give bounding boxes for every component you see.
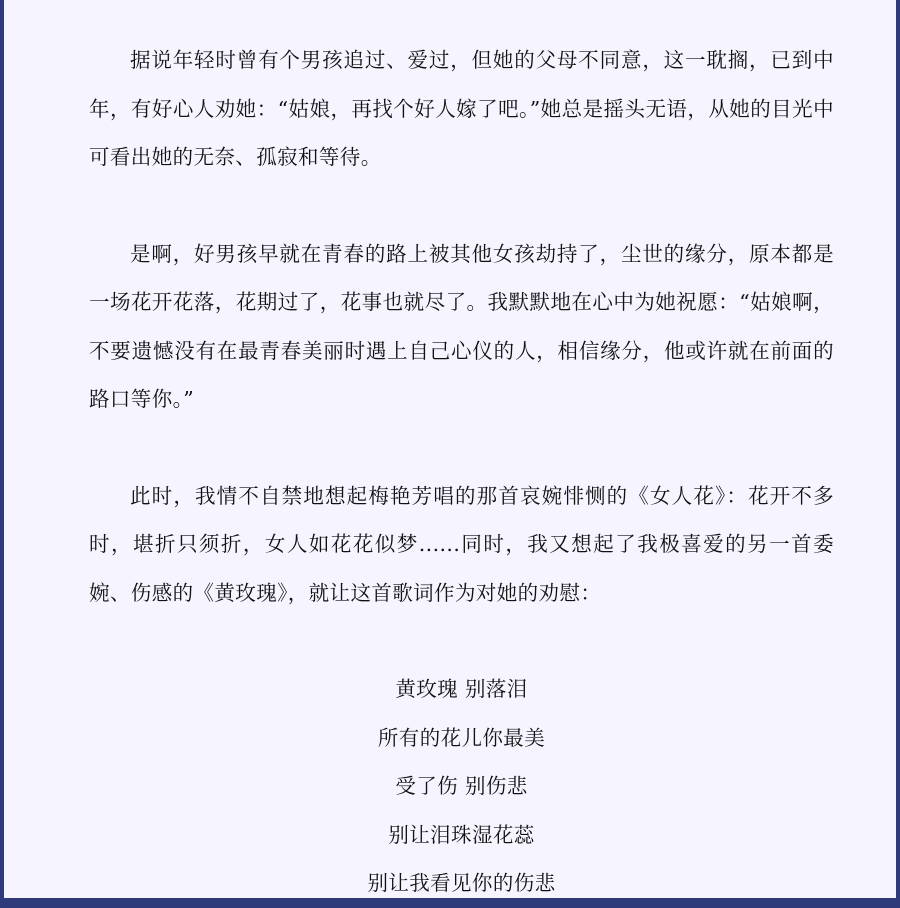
- paragraph-1: 据说年轻时曾有个男孩追过、爱过，但她的父母不同意，这一耽搁，已到中年，有好心人劝她：“姑娘，再找个好人嫁了吧。”她总是摇头无语，从她的目光中可看出她的无奈、孤寂和等待。: [89, 48, 834, 169]
- paragraph-2: 是啊，好男孩早就在青春的路上被其他女孩劫持了，尘世的缘分，原本都是一场花开花落，花期过了，花事也就尽了。我默默地在心中为她祝愿：“姑娘啊，不要遗憾没有在最青春美丽时遇上自己心仪的人，相信缘分，他或许就在前面的路口等你。”: [89, 241, 834, 411]
- paragraph-3: 此时，我情不自禁地想起梅艳芳唱的那首哀婉悱恻的《女人花》：花开不多时，堪折只须折，女人如花花似梦......同时，我又想起了我极喜爱的另一首委婉、伤感的《黄玫瑰》，就让这首歌词作为对她的劝慰：: [89, 483, 834, 605]
- poem: [89, 665, 834, 908]
- article-body: [89, 36, 834, 908]
- poem-line-2: 所有的花儿你最美: [377, 725, 546, 750]
- poem-line-1: 黄玫瑰 别落泪: [395, 677, 528, 701]
- page: [4, 0, 896, 898]
- poem-line-4: 别让泪珠湿花蕊: [388, 822, 535, 847]
- poem-line-3: 受了伤 别伤悲: [395, 774, 528, 798]
- poem-line-5: 别让我看见你的伤悲: [367, 871, 556, 895]
